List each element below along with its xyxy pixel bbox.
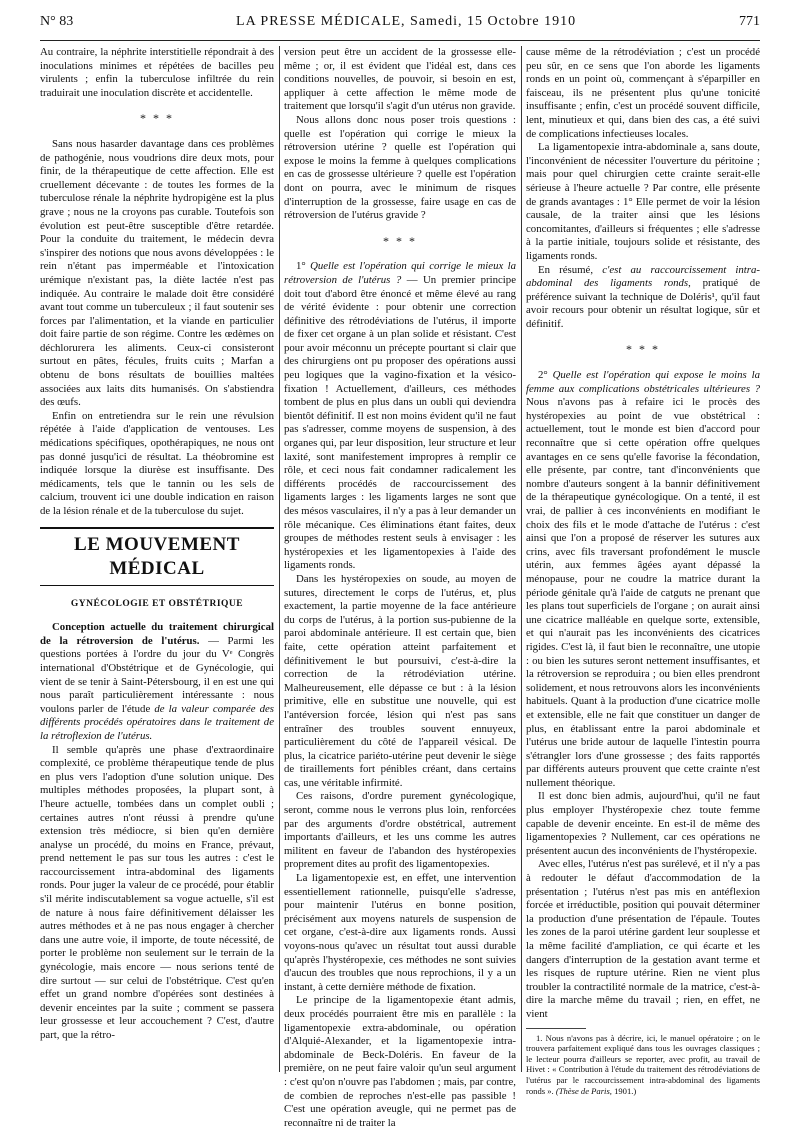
- paragraph: [526, 369, 760, 790]
- article-lead-paragraph: [40, 621, 274, 743]
- paragraph: Ces raisons, d'ordre purement gynécologique, seront, comme nous le verrons plus loin, renforcées par des arguments d'ordre obstétrical, autrement importants d'ailleurs, et les uns comme les autres militent en faveur de l'abandon des hystéropexies proprement dites au profit des ligamentopexies.: [284, 790, 516, 871]
- italic-text: c'est au raccourcissement intra-abdominal des ligaments ronds: [526, 263, 760, 290]
- page-number: 771: [738, 14, 760, 29]
- subsection-title: GYNÉCOLOGIE ET OBSTÉTRIQUE: [70, 598, 244, 609]
- paragraph: version peut être un accident de la grossesse elle-même ; or, il est évident que l'idéal est, dans ces conditions nouvelles, de pouvoir, si besoin en est, appliquer à cette affection le même mode de traitement que lorsqu'il s'agit d'un utérus non gravide.: [284, 46, 516, 113]
- text-run: — Parmi les questions portées à l'ordre du jour du Vᵉ Congrès international d'Obstétrique et de Gynécologie, qui vient de se tenir à Saint-Pétersbourg, il en est une qui nous paraît particulièrement intéressante : nous voulons parler de l'étude: [40, 634, 274, 715]
- paragraph: Au contraire, la néphrite interstitielle répondrait à des inoculations minimes et répétées de bacilles peu virulents ; enfin la tuberculose infiltrée du rein traduirait une inoculation discrète et accidentelle.: [40, 46, 274, 99]
- paragraph: Il est donc bien admis, aujourd'hui, qu'il ne faut plus employer l'hystéropexie chez toute femme capable de devenir enceinte. En est-il de même des ligamentopexies ? Nullement, car ces opérations ne présentent aucun des inconvénients de l'hystéropexie.: [526, 790, 760, 857]
- footnote-rule: [526, 1028, 586, 1029]
- paragraph: Il semble qu'après une phase d'extraordinaire complexité, ce problème thérapeutique tende de plus en plus vers l'adoption d'une solution unique. Des multiples méthodes proposées, la plupart sont, à l'heure actuelle, tombées dans un complet oubli ; certaines autres n'ont réussi à prendre qu'une extension très médiocre, si bien qu'en dernière analyse un procédé, du moins en France, prévaut, prend nettement le pas sur tous les autres : c'est le raccourcissement intra-abdominal des ligaments ronds. Pour juger la valeur de ce procédé, pour établir s'il mérite indiscutablement sa vogue actuelle, s'il est de nature à nous faire définitivement délaisser les autres méthodes et à ne pas nous engager à chercher dans une autre voie, il importe, de toute nécessité, de porter le problème non seulement sur le terrain de la gynécologie, mais encore — nous serions tenté de dire surtout — sur celui de l'obstétrique. C'est qu'en effet un grand nombre d'opérées sont destinées à devenir enceintes par la suite ; comment se passera leur grossesse et leur accouchement ? C'est, d'autre part, que la rétro-: [40, 743, 274, 1041]
- italic-question: Quelle est l'opération qui expose le moins la femme aux complications obstétricales ultérieures ?: [526, 369, 761, 395]
- asterism: * * *: [626, 342, 660, 357]
- section-title: LE MOUVEMENT MÉDICAL: [74, 533, 240, 579]
- paragraph: Enfin on entretiendra sur le rein une révulsion répétée à l'aide d'application de ventouses. Les médications spécifiques, opothérapiques, ne nous ont pas donné jusqu'ici de résultat. La théobromine est indiquée lorsque la diurèse est insuffisante. Des médicaments, tels que le tannin ou les sels de calcium, trouvent ici une double indication en raison de la lésion rénale et de la tuberculose du sujet.: [40, 409, 274, 517]
- text-run: 1901.): [611, 1085, 637, 1096]
- issue-number: N° 83: [40, 14, 74, 29]
- italic-question: Quelle est l'opération qui corrige le mieux la rétroversion de l'utérus ?: [284, 260, 517, 286]
- column-3: [526, 46, 761, 1096]
- text-run: En résumé,: [538, 263, 603, 276]
- asterism: * * *: [140, 111, 174, 126]
- paragraph: La ligamentopexie intra-abdominale a, sans doute, l'inconvénient de nécessiter l'ouverture du péritoine ; mais pour quel chirurgien cette crainte serait-elle sérieuse à l'heure actuelle ? Par contre, elle présente de grands avantages : 1° Elle permet de voir la lésion causale, de la traiter ainsi que les lésions concomitantes, d'ailleurs si fréquentes ; elle s'adresse à la partie initiale, toujours solide et résistante, des ligaments ronds.: [526, 141, 760, 262]
- paragraph: Nous allons donc nous poser trois questions : quelle est l'opération qui corrige le mieux la rétroversion utérine ? quelle est l'opération qui expose le moins la femme à quelques complications en cas de grossesse ultérieure ? quelle est l'opération dont on pourra, avec le minimum de risques d'interruption de la grossesse, faire usage en cas de rétroversion de l'utérus gravide ?: [284, 113, 516, 222]
- text-run: Nous n'avons pas à refaire ici le procès des hystéropexies au point de vue obstétrical : actuellement, tout le monde est bien d'accord pour reconnaître que si cette opération offre quelques avantages en ce sens qu'elle favorise la fécondation, elle présente, par contre, tant d'inconvénients que nombre d'auteurs songent à la bannir définitivement de la thérapeutique gynécologique. On a tenté, il est vrai, de pallier à ces inconvénients en modifiant le choix des fils et le mode d'attache de l'utérus : c'est ainsi que l'on a proposé de réserver les sutures aux crins, avec fils traversant profondément le muscle utérin, aux femmes âgées ayant dépassé la ménopause, pour ne coudre la matrice durant la période génitale qu'à l'aide de catguts ne prenant que les plans tout superficiels de l'organe ; on aurait ainsi une cicatrice malléable en quelque sorte, extensible, et qui n'aurait pas les inconvénients des cicatrices rigides. C'est là, il faut bien le reconnaître, une utopie : ou bien les sutures seront nettement insuffisantes, et la rétroversion se reproduira ; ou bien elles prendront solidement, et nous retrouvons alors les inconvénients habituels. Quant à la production d'une cicatrice molle et extensible, elle ne fait que constituer un danger de plus, en établissant entre la paroi abdominale et l'utérus une bride autour de laquelle l'intestin pourra s'étrangler lors d'une grossesse ; des faits rapportés par différents auteurs prouvent que cette crainte n'est nullement théorique.: [526, 396, 760, 789]
- article-title: Conception actuelle du traitement chirurgical de la rétroversion de l'utérus.: [40, 621, 274, 647]
- section-rule: [40, 527, 274, 529]
- text-run: 2°: [538, 369, 553, 382]
- column-divider: [279, 46, 280, 1072]
- text-run: 1°: [296, 260, 311, 273]
- italic-text: (Thèse de Paris,: [555, 1085, 612, 1096]
- page-header: [40, 14, 760, 38]
- paragraph: cause même de la rétrodéviation ; c'est un procédé peu sûr, en ce sens que l'on aborde les ligaments ronds en un point où, commençant à s'éparpiller en faisceau, ils ne présentent plus qu'une tonicité insuffisante ; enfin, c'est un procédé souvent difficile, lent, minutieux et qui, dans bien des cas, a été suivi de complications infectieuses locales.: [526, 46, 760, 140]
- paragraph: [284, 260, 516, 573]
- text-run: — Un premier principe doit tout d'abord être énoncé et même élevé au rang de vérité évidente : pour obtenir une correction définitive des rétrodéviations de l'utérus, il importe de fixer cet organe à un plan solide et résistant. C'est pour avoir méconnu un précepte pourtant si clair que des chirurgiens ont pu proposer des opérations aussi peu logiques que la vagino-fixation et la vésico-fixation ! Actuellement, d'ailleurs, ces méthodes tombent de plus en plus dans un oubli qui deviendra bientôt définitif. Il est non moins évident qu'il ne faut pas s'adresser, comme moyens de suspension, à des organes qui, par leur disposition, leur structure et leur laxité, sont manifestement impropres à remplir ce rôle, et ceci nous fait condamner radicalement les différents procédés de raccourcissement des ligaments larges : les ligaments larges ne sont que des mésos vasculaires, il n'y a pas à leur demander un rôle mécanique. Ces éliminations étant faites, deux groupes de méthodes restent seuls à envisager : les hystéropexies et les ligamentopexies à l'aide des ligaments ronds.: [284, 273, 516, 572]
- column-1: [40, 46, 274, 1072]
- column-divider: [521, 46, 522, 1072]
- paragraph: La ligamentopexie est, en effet, une intervention essentiellement rationnelle, puisqu'elle s'adresse, pour maintenir l'utérus en bonne position, précisément aux moyens naturels de suspension de cet organe, c'est-à-dire aux ligaments ronds. Aussi voyons-nous qu'avec un résultat tout aussi durable qu'après l'hystéropexie, ces méthodes ne sont suivies d'aucun des troubles que nous reprochions, il y a un instant, à cette dernière méthode de fixation.: [284, 872, 516, 993]
- section-rule: [40, 585, 274, 586]
- journal-title: LA PRESSE MÉDICALE, Samedi, 15 Octobre 1910: [236, 14, 577, 29]
- footnote: [526, 1033, 760, 1097]
- paragraph: Dans les hystéropexies on soude, au moyen de sutures, directement le corps de l'utérus, et, plus exactement, la partie moyenne de la face antérieure du corps de l'utérus, à la portion sus-pubienne de la paroi abdominale antérieure. Il est certain que, bien faite, cette opération atteint parfaitement et définitivement le but poursuivi, c'est-à-dire la correction de la rétrodéviation utérine. Malheureusement, elle dépasse ce but : à la lésion primitive, elle en substitue une nouvelle, qui est l'antéversion forcée, lésion qui n'est pas sans entraîner des troubles souvent ennuyeux, particulièrement du côté de l'appareil vésical. De plus, la cicatrice pariéto-utérine peut devenir le siège de tiraillements fort pénibles créant, dans certains cas, une véritable infirmité.: [284, 572, 516, 789]
- asterism: * * *: [383, 233, 417, 248]
- paragraph: [526, 264, 760, 332]
- paragraph: Avec elles, l'utérus n'est pas surélevé, et il n'y a pas à redouter le défaut d'accommodation de la présentation ; l'utérus n'est pas mis en antéflexion forcée et irréductible, position qui pouvait déterminer la production d'une présentation de l'épaule. Toutes les zones de la paroi utérine gardent leur souplesse et la même facilité d'ampliation, ce qui écarte et les dangers d'interruption de la gestation avant terme et les risques de rupture utérine. Rien ne vient plus troubler la contractilité normale de la matrice, c'est-à-dire la marche même du travail ; rien, en effet, ne vient: [526, 858, 760, 1020]
- italic-text: de la valeur comparée des différents procédés opératoires dans le traitement de la rétroflexion de l'utérus.: [40, 702, 274, 742]
- text-run: , pratiqué de préférence suivant la technique de Doléris¹, qu'il faut avoir recours pour obtenir un résultat logique, sûr et définitif.: [526, 277, 760, 330]
- paragraph: Le principe de la ligamentopexie étant admis, deux procédés pourraient être mis en parallèle : la ligamentopexie extra-abdominale, ou opération d'Alquié-Alexander, et la ligamentopexie intra-abdominale de Beck-Doléris. En faveur de la première, on ne peut faire valoir qu'un seul argument : c'est qu'on n'ouvre pas l'abdomen ; mais, par contre, de combien de reproches n'est-elle pas passible ! C'est une opération aveugle, qui ne permet pas de reconnaître ni de traiter la: [284, 994, 516, 1129]
- column-2: [284, 46, 517, 1129]
- footnote-text: 1. Nous n'avons pas à décrire, ici, le manuel opératoire ; on le trouvera parfaitement expliqué dans tous les ouvrages classiques ; le lecteur pourra d'ailleurs se reporter, avec profit, au travail de Hivet : « Contribution à l'étude du traitement des rétrodéviations de l'utérus par le raccourcissement intra-abdominal des ligaments ronds ».: [526, 1032, 760, 1096]
- header-rule: [40, 40, 760, 41]
- paragraph: Sans nous hasarder davantage dans ces problèmes de pathogénie, nous voudrions dire deux mots, pour finir, de la thérapeutique de cette affection. Elle est cruellement décevante : de toutes les formes de la tuberculose rénale la néphrite hydropigène est la plus grave ; nous ne la croyons pas curable. Toutefois son évolution est peut-être susceptible d'être retardée. Pour la conduite du traitement, le médecin devra s'inspirer des notions que nous avons développées : le rein n'étant pas imperméable et l'intoxication urémique n'existant pas, la diète lactée n'est pas indiquée. Au contraire le malade doit être considéré avant tout comme un tuberculeux ; il faut soutenir ses forces par l'alimentation, et la viande en particulier doit faire partie de son régime. Contre les œdèmes on déchlorurera les aliments. Ceux-ci consisteront surtout en pâtes, fécules, fruits cuits ; Marfan a obtenu de bons résultats de bouillies maltées associées aux laits dits humanisés. On s'abstiendra des œufs.: [40, 137, 274, 409]
